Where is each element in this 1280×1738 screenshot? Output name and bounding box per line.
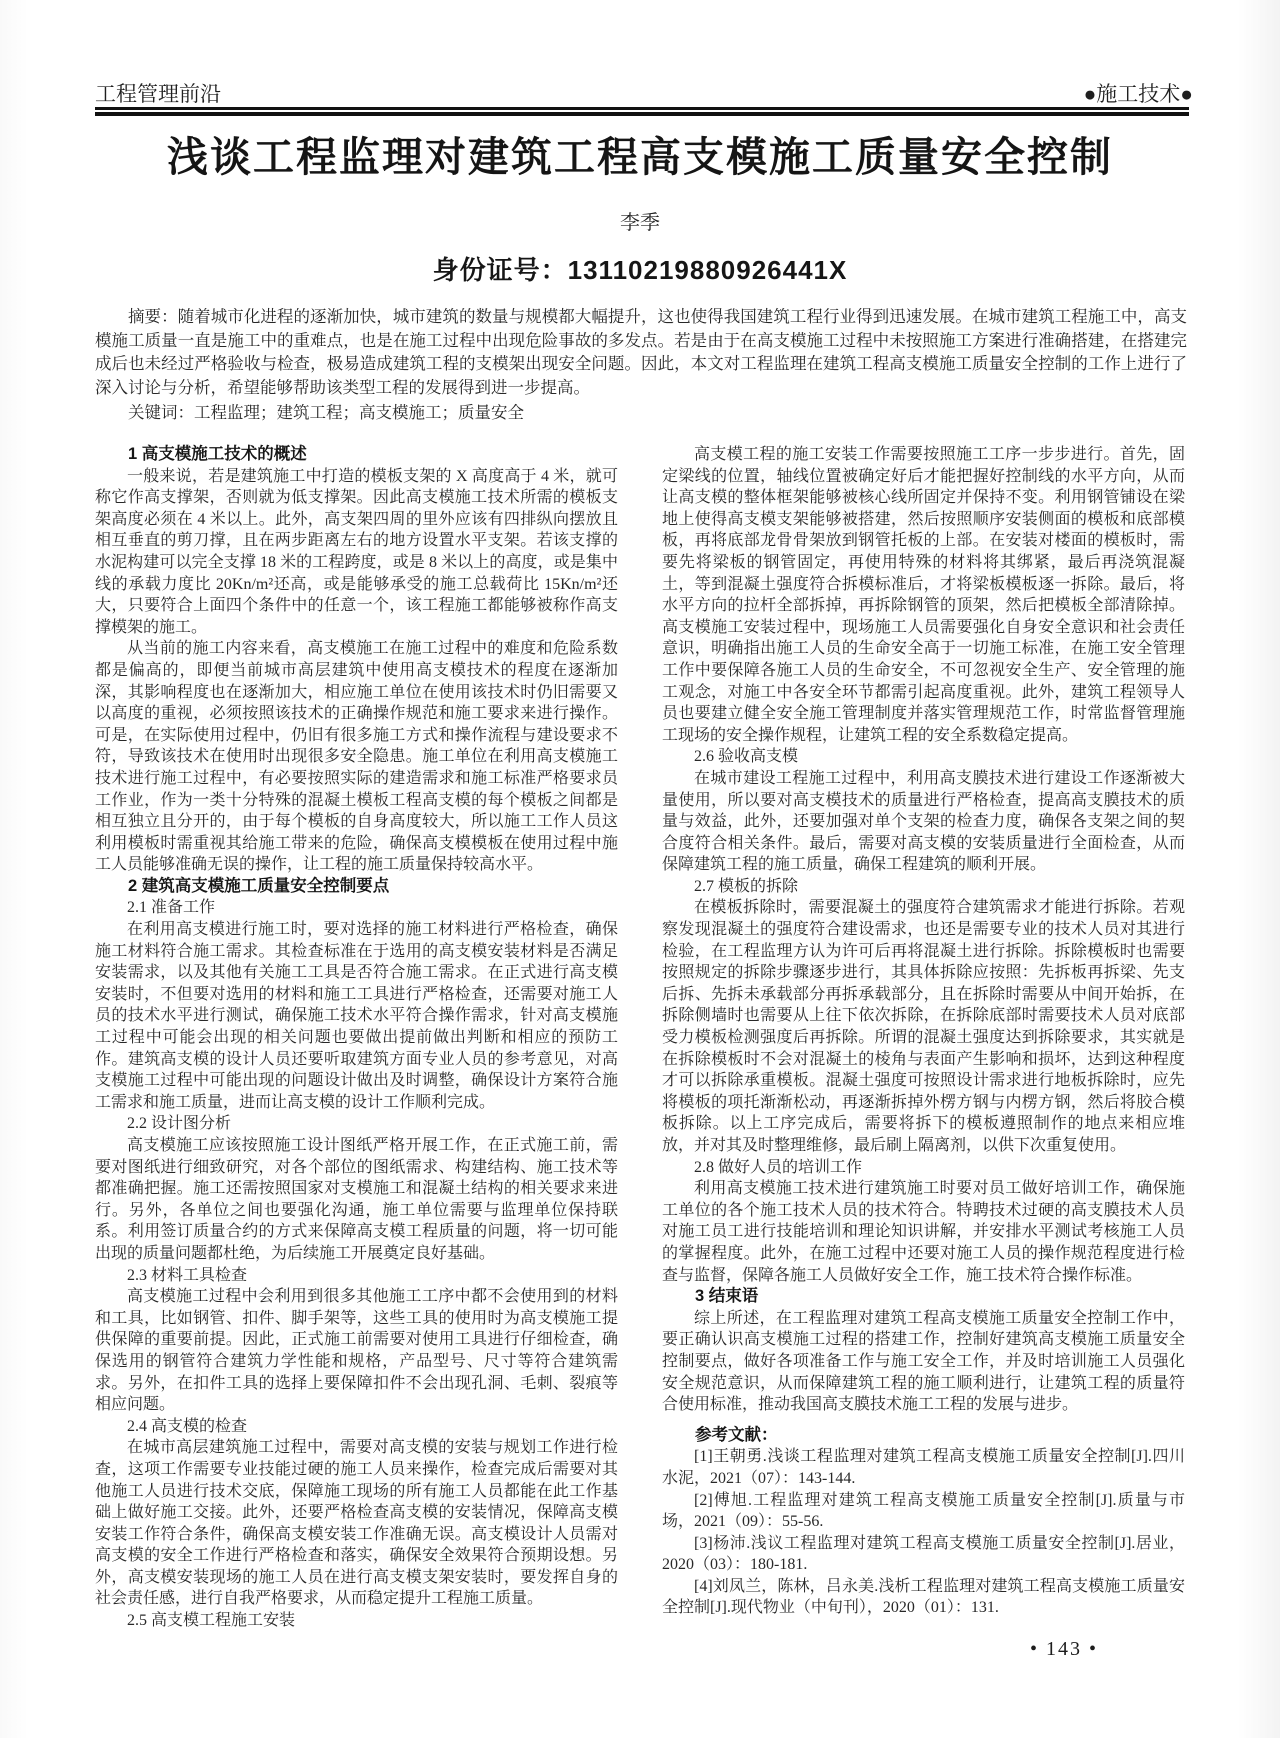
paragraph: 在模板拆除时，需要混凝土的强度符合建筑需求才能进行拆除。若观察发现混凝土的强度符合建设需求，也还是需要专业的技术人员对其进行检验，在工程监理方认为许可后再将混凝土进行拆除。拆除模板时也需要按照规定的拆除步骤逐步进行，其具体拆除应按照：先拆板再拆梁、先支后拆、先拆未承载部分再拆承载部分，且在拆除时需要从中间开始拆，在拆除侧墙时也需要从上往下依次拆除，在拆除底部时需要技术人员对底部受力模板检测强度后再拆除。所谓的混凝土强度达到拆除要求，其实就是在拆除模板时不会对混凝土的棱角与表面产生影响和损坏，达到这种程度才可以拆除承重模板。混凝土强度可按照设计需求进行地板拆除时，应先将模板的项托渐渐松动，再逐渐拆掉外楞方钢与内楞方钢，然后将胶合模板拆除。以上工序完成后，需要将拆下的模板遵照制作的地点来相应堆放，并对其及时整理维修，最后刷上隔离剂，以供下次重复使用。 bbox=[662, 899, 1185, 1154]
abstract-paragraph: 摘要：随着城市化进程的逐渐加快，城市建筑的数量与规模都大幅提升，这也使得我国建筑工程行业得到迅速发展。在城市建筑工程施工中，高支模施工质量一直是施工中的重难点，也是在施工过程中出现危险事故的多发点。若是由于在高支模施工过程中未按照施工方案进行准确搭建，在搭建完成后也未经过严格验收与检查，极易造成建筑工程的支模架出现安全问题。因此，本文对工程监理在建筑工程高支模施工质量安全控制的工作上进行了深入讨论与分析，希望能够帮助该类型工程的发展得到进一步提高。 bbox=[95, 307, 1187, 397]
id-number-line: 身份证号：13110219880926441X bbox=[432, 255, 848, 285]
paragraph: 高支模施工应该按照施工设计图纸严格开展工作，在正式施工前，需要对图纸进行细致研究，对各个部位的图纸需求、构建结构、施工技术等都准确把握。施工还需按照国家对支模施工和混凝土结构的相关要求来进行。另外，各单位之间也要强化沟通，施工单位需要与监理单位保持联系。利用签订质量合约的方式来保障高支模工程质量的问题，将一切可能出现的质量问题都杜绝，为后续施工开展奠定良好基础。 bbox=[95, 1137, 618, 1262]
section-heading: 2 建筑高支模施工质量安全控制要点 bbox=[128, 876, 390, 895]
header-double-rule bbox=[95, 107, 1189, 116]
header-rule-thick bbox=[95, 112, 1189, 116]
paragraph: 从当前的施工内容来看，高支模施工在施工过程中的难度和危险系数都是偏高的，即便当前城市高层建筑中使用高支模技术的程度在逐渐加深，其影响程度也在逐渐加大，相应施工单位在使用该技术时仍旧需要又以高度的重视，必须按照该技术的正确操作规范和施工要求来进行操作。可是，在实际使用过程中，仍旧有很多施工方式和操作流程与建设要求不符，导致该技术在使用时出现很多安全隐患。施工单位在利用高支模施工技术进行施工过程中，有必要按照实际的建造需求和施工标准严格要求员工作业，作为一类十分特殊的混凝土模板工程高支模的每个模板之间都是相互独立且分开的，由于每个模板的自身高度较大，所以施工工作人员这利用模板时需重视其给施工带来的危险，确保高支模模板在使用过程中施工人员能够准确无误的操作，让工程的施工质量保持较高水平。 bbox=[95, 640, 618, 874]
right-column bbox=[662, 444, 1185, 1619]
section-heading: 2.3 材料工具检查 bbox=[127, 1266, 248, 1284]
paragraph: [1]王朝勇.浅谈工程监理对建筑工程高支模施工质量安全控制[J].四川水泥，2021（07）：143-144. bbox=[662, 1448, 1185, 1487]
paragraph: 在城市建设工程施工过程中，利用高支膜技术进行建设工作逐渐被大量使用，所以要对高支模技术的质量进行严格检查，提高高支膜技术的质量与效益，此外，还要加强对单个支架的检查力度，确保各支架之间的契合度符合相关条件。最后，需要对高支模的安装质量进行全面检查，从而保障建筑工程的施工质量，确保工程建筑的顺利开展。 bbox=[662, 769, 1185, 874]
journal-column-label: 工程管理前沿 bbox=[95, 83, 221, 106]
page-header bbox=[95, 82, 1193, 108]
paragraph: 高支模工程的施工安装工作需要按照施工工序一步步进行。首先，固定梁线的位置，轴线位置被确定好后才能把握好控制线的水平方向，从而让高支模的整体框架能够被核心线所固定并保持不变。利用钢管铺设在梁地上使得高支模支架能够被搭建，然后按照顺序安装侧面的模板和底部模板，再将底部龙骨骨架放到钢管托板的上部。在安装对楼面的模板时，需要先将梁板的钢管固定，再使用特殊的材料将其绑紧，最后再浇筑混凝土，等到混凝土强度符合拆模标准后，才将梁板模板逐一拆除。最后，将水平方向的拉杆全部拆掉，再拆除钢管的顶架，然后把模板全部清除掉。高支模施工安装过程中，现场施工人员需要强化自身安全意识和社会责任意识，明确指出施工人员的生命安全高于一切施工标准，在施工安全管理工作中要保障各施工人员的生命安全，不可忽视安全生产、安全管理的施工观念，对施工中各安全环节都需引起高度重视。此外，建筑工程领导人员也要建立健全安全施工管理制度并落实管理规范工作，时常监督管理施工现场的安全操作规程，让建筑工程的安全系数稳定提高。 bbox=[662, 446, 1185, 744]
section-heading: 2.5 高支模工程施工安装 bbox=[127, 1612, 296, 1630]
section-heading: 2.2 设计图分析 bbox=[127, 1115, 232, 1133]
header-rule-thin bbox=[95, 107, 1189, 110]
paragraph: 高支模施工过程中会利用到很多其他施工工序中都不会使用到的材料和工具，比如钢管、扣件、脚手架等，这些工具的使用时为高支模施工提供保障的重要前提。因此，正式施工前需要对使用工具进行仔细检查，确保选用的钢管符合建筑力学性能和规格，产品型号、尺寸等符合建筑需求。另外，在扣件工具的选择上要保障扣件不会出现孔洞、毛刺、裂痕等相应问题。 bbox=[95, 1288, 618, 1414]
section-heading: 参考文献： bbox=[695, 1425, 778, 1444]
paragraph: 一般来说，若是建筑施工中打造的模板支架的 X 高度高于 4 米，就可称它作高支撑架，否则就为低支撑架。因此高支模施工技术所需的模板支架高度必须在 4 米以上。此外，高支架四周的里外应该有四排纵向摆放且相互垂直的剪刀撑，且在两步距离左右的地方设置水平支架。若该支撑的水泥构建可以完全支撑 18 米的工程跨度，或是 8 米以上的高度，或是集中线的承载力度比 20Kn/m²还高，或是能够承受的施工总载荷比 15Kn/m²还大，只要符合上面四个条件中的任意一个，该工程施工都能够被称作高支撑模架的施工。 bbox=[95, 467, 618, 636]
paragraph: 在城市高层建筑施工过程中，需要对高支模的安装与规划工作进行检查，这项工作需要专业技能过硬的施工人员来操作，检查完成后需要对其他施工人员进行技术交底，保障施工现场的所有施工人员都能在此工作基础上做好施工交接。此外，还要严格检查高支模的安装情况，保障高支模安装工作符合条件，确保高支模安装工作准确无误。高支模设计人员需对高支模的安全工作进行严格检查和落实，确保安全效果符合预期设想。另外，高支模安装现场的施工人员在进行高支模支架安装时，要发挥自身的社会责任感，进行自我严格要求，从而稳定提升工程施工质量。 bbox=[95, 1439, 618, 1608]
author-name: 李季 bbox=[620, 212, 660, 234]
paragraph: [4]刘凤兰，陈林，吕永美.浅析工程监理对建筑工程高支模施工质量安全控制[J].现代物业（中旬刊），2020（01）：131. bbox=[662, 1577, 1185, 1617]
section-heading: 2.8 做好人员的培训工作 bbox=[694, 1158, 863, 1176]
article-title: 浅谈工程监理对建筑工程高支模施工质量安全控制 bbox=[167, 134, 1113, 180]
section-heading: 2.4 高支模的检查 bbox=[127, 1417, 248, 1435]
paragraph: 利用高支模施工技术进行建筑施工时要对员工做好培训工作，确保施工单位的各个施工技术人员的技术符合。特聘技术过硬的高支膜技术人员对施工员工进行技能培训和理论知识讲解，并安排水平测试考核施工人员的掌握程度。此外，在施工过程中还要对施工人员的操作规范程度进行检查与监督，保障各施工人员做好安全工作，施工技术符合操作标准。 bbox=[662, 1180, 1185, 1284]
paragraph: [2]傅旭.工程监理对建筑工程高支模施工质量安全控制[J].质量与市场，2021（09）：55-56. bbox=[662, 1491, 1185, 1531]
keywords-line: 关键词：工程监理；建筑工程；高支模施工；质量安全 bbox=[128, 403, 524, 422]
paragraph: 综上所述，在工程监理对建筑工程高支模施工质量安全控制工作中，要正确认识高支模施工过程的搭建工作，控制好建筑高支模施工质量安全控制要点，做好各项准备工作与施工安全工作，并及时培训施工人员强化安全规范意识，从而保障建筑工程的施工顺利进行，让建筑工程的质量符合使用标准，推动我国高支膜技术施工工程的发展与进步。 bbox=[662, 1309, 1185, 1414]
section-heading: 3 结束语 bbox=[695, 1287, 759, 1306]
page-number: • 143 • bbox=[1030, 1638, 1099, 1660]
section-heading: 2.6 验收高支模 bbox=[694, 748, 799, 766]
article-category-label: ●施工技术● bbox=[1083, 83, 1193, 106]
section-heading: 1 高支模施工技术的概述 bbox=[128, 445, 307, 463]
section-heading: 2.7 模板的拆除 bbox=[694, 877, 799, 895]
paragraph: 在利用高支模进行施工时，要对选择的施工材料进行严格检查，确保施工材料符合施工需求。其检查标准在于选用的高支模安装材料是否满足安装需求，以及其他有关施工工具是否符合施工需求。在正式进行高支模安装时，不但要对选用的材料和施工工具进行严格检查，还需要对施工人员的技术水平进行测试，确保施工技术水平符合操作需求，针对高支模施工过程中可能会出现的相关问题也要做出提前做出判断和相应的预防工作。建筑高支模的设计人员还要听取建筑方面专业人员的参考意见，对高支模施工过程中可能出现的问题设计做出及时调整，确保设计方案符合施工需求和施工质量，进而让高支模的设计工作顺利完成。 bbox=[95, 921, 618, 1111]
section-heading: 2.1 准备工作 bbox=[127, 899, 216, 917]
paragraph: [3]杨沛.浅议工程监理对建筑工程高支模施工质量安全控制[J].居业，2020（03）：180-181. bbox=[662, 1534, 1185, 1574]
left-column bbox=[95, 444, 618, 1632]
